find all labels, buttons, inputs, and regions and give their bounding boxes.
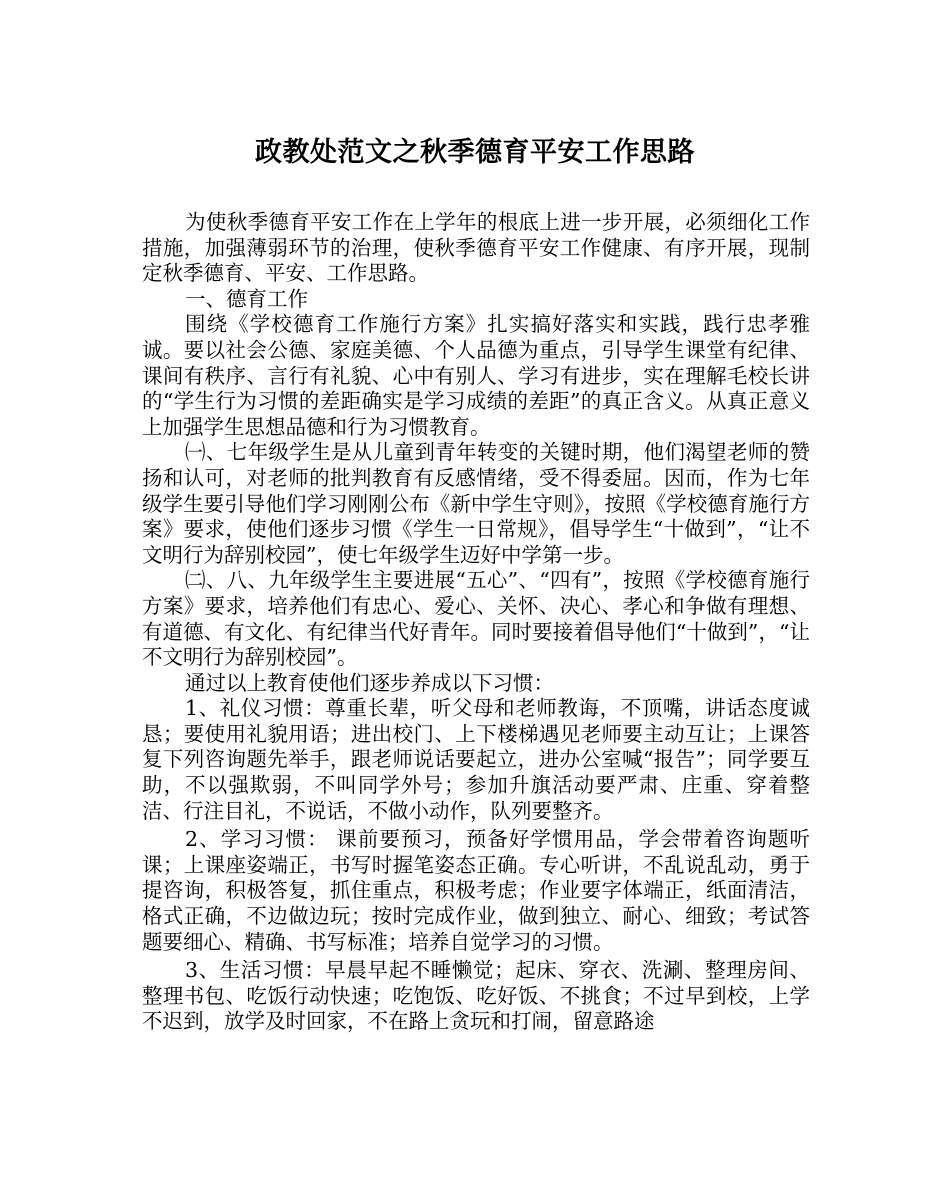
paragraph-grade-seven: ㈠、七年级学生是从儿童到青年转变的关键时期，他们渴望老师的赞扬和认可，对老师的批判教育有反感情绪，受不得委屈。因而，作为七年级学生要引导他们学习刚刚公布《新中学生守则》，按照《学校德育施行方案》要求，使他们逐步习惯《学生一日常规》，倡导学生“十做到”，“让不文明行为辞别校园”，使七年级学生迈好中学第一步。 [142, 440, 810, 567]
paragraph-study-habits: 2、学习习惯： 课前要预习，预备好学惯用品，学会带着咨询题听课；上课座姿端正，书写时握笔姿态正确。专心听讲，不乱说乱动，勇于提咨询，积极答复，抓住重点，积极考虑；作业要字体端正，纸面清洁，格式正确，不边做边玩；按时完成作业，做到独立、耐心、细致；考试答题要细心、精确、书写标准；培养自觉学习的习惯。 [142, 827, 810, 954]
paragraph-grade-eight-nine: ㈡、八、九年级学生主要进展“五心”、“四有”，按照《学校德育施行方案》要求，培养他们有忠心、爱心、关怀、决心、孝心和争做有理想、有道德、有文化、有纪律当代好青年。同时要接着倡导他们“十做到”，“让不文明行为辞别校园”。 [142, 568, 810, 670]
paragraph-intro: 为使秋季德育平安工作在上学年的根底上进一步开展，必须细化工作措施，加强薄弱环节的治理，使秋季德育平安工作健康、有序开展，现制定秋季德育、平安、工作思路。 [142, 210, 810, 286]
document-title: 政教处范文之秋季德育平安工作思路 [255, 137, 695, 168]
paragraph-life-habits: 3、生活习惯：早晨早起不睡懒觉；起床、穿衣、洗涮、整理房间、整理书包、吃饭行动快速；吃饱饭、吃好饭、不挑食；不过早到校，上学不迟到，放学及时回家，不在路上贪玩和打闹，留意路途 [142, 958, 810, 1034]
section-heading-moral-education: 一、德育工作 [185, 286, 309, 311]
paragraph-etiquette-habits: 1、礼仪习惯：尊重长辈，听父母和老师教诲，不顶嘴，讲话态度诚恳；要使用礼貌用语；进出校门、上下楼梯遇见老师要主动互让；上课答复下列咨询题先举手，跟老师说话要起立，进办公室喊“报告”；同学要互助，不以强欺弱，不叫同学外号；参加升旗活动要严肃、庄重、穿着整洁、行注目礼，不说话，不做小动作，队列要整齐。 [142, 696, 810, 823]
paragraph-habits-intro: 通过以上教育使他们逐步养成以下习惯： [185, 670, 555, 695]
document-body [142, 210, 810, 1035]
paragraph-moral-plan: 围绕《学校德育工作施行方案》扎实搞好落实和实践，践行忠孝雅诚。要以社会公德、家庭美德、个人品德为重点，引导学生课堂有纪律、课间有秩序、言行有礼貌、心中有别人、学习有进步，实在理解毛校长讲的“学生行为习惯的差距确实是学习成绩的差距”的真正含义。从真正意义上加强学生思想品德和行为习惯教育。 [142, 312, 810, 439]
